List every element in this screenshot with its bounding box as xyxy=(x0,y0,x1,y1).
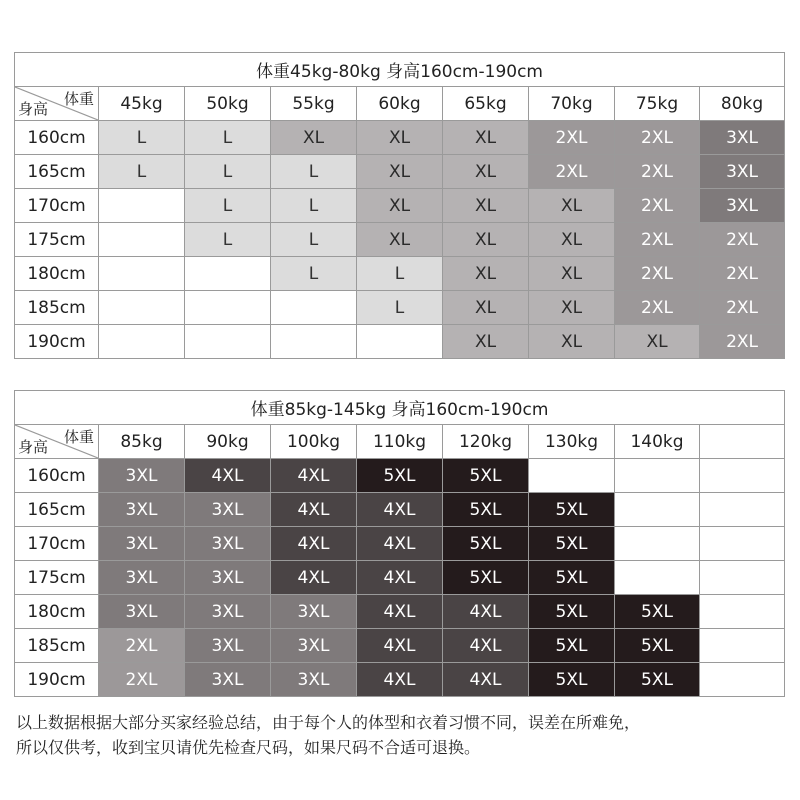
height-axis-label: 身高 xyxy=(18,100,49,118)
size-cell xyxy=(529,459,615,493)
table-row xyxy=(15,527,785,561)
size-cell: 4XL xyxy=(443,663,529,697)
size-cell: 2XL xyxy=(615,291,700,325)
size-cell: 5XL xyxy=(443,493,529,527)
size-cell xyxy=(99,291,185,325)
table-row xyxy=(15,257,785,291)
weight-header: 55kg xyxy=(271,87,357,121)
size-cell: L xyxy=(185,121,271,155)
size-cell xyxy=(615,459,700,493)
weight-header: 50kg xyxy=(185,87,271,121)
size-cell xyxy=(615,493,700,527)
table-row xyxy=(15,629,785,663)
size-cell: 3XL xyxy=(700,189,785,223)
table-title: 体重45kg-80kg 身高160cm-190cm xyxy=(15,53,785,87)
table-row xyxy=(15,561,785,595)
size-cell: L xyxy=(271,223,357,257)
size-cell xyxy=(615,561,700,595)
size-cell: 2XL xyxy=(615,223,700,257)
size-cell: 3XL xyxy=(271,595,357,629)
height-header: 165cm xyxy=(15,493,99,527)
size-table-2 xyxy=(14,390,785,697)
size-cell: 3XL xyxy=(99,527,185,561)
height-header: 180cm xyxy=(15,257,99,291)
size-cell: 5XL xyxy=(529,527,615,561)
size-cell xyxy=(99,325,185,359)
table-row xyxy=(15,663,785,697)
size-cell xyxy=(99,257,185,291)
size-cell: 5XL xyxy=(615,629,700,663)
size-cell: XL xyxy=(357,189,443,223)
table-row xyxy=(15,459,785,493)
size-cell: 3XL xyxy=(700,121,785,155)
size-cell: 3XL xyxy=(185,663,271,697)
size-cell: L xyxy=(271,155,357,189)
size-cell: 2XL xyxy=(615,189,700,223)
size-cell: 2XL xyxy=(99,629,185,663)
weight-header: 80kg xyxy=(700,87,785,121)
weight-header: 100kg xyxy=(271,425,357,459)
size-cell: XL xyxy=(529,223,615,257)
table-row xyxy=(15,291,785,325)
size-cell: 5XL xyxy=(357,459,443,493)
height-header: 185cm xyxy=(15,291,99,325)
size-cell xyxy=(185,291,271,325)
weight-header: 110kg xyxy=(357,425,443,459)
size-cell: 3XL xyxy=(99,459,185,493)
size-cell: 3XL xyxy=(185,527,271,561)
weight-header: 140kg xyxy=(615,425,700,459)
size-cell: 5XL xyxy=(529,561,615,595)
size-cell: XL xyxy=(357,121,443,155)
size-cell: 2XL xyxy=(615,257,700,291)
size-cell: XL xyxy=(443,189,529,223)
size-cell: XL xyxy=(529,257,615,291)
weight-header: 70kg xyxy=(529,87,615,121)
size-cell: 4XL xyxy=(443,595,529,629)
height-header: 170cm xyxy=(15,189,99,223)
height-axis-label: 身高 xyxy=(18,438,49,456)
disclaimer-note xyxy=(16,710,786,760)
weight-axis-label: 体重 xyxy=(63,428,94,446)
height-header: 160cm xyxy=(15,121,99,155)
size-cell: XL xyxy=(615,325,700,359)
size-cell xyxy=(700,561,785,595)
size-cell: XL xyxy=(529,325,615,359)
weight-header: 90kg xyxy=(185,425,271,459)
size-cell: 3XL xyxy=(700,155,785,189)
size-cell xyxy=(357,325,443,359)
size-cell: 5XL xyxy=(529,595,615,629)
height-header: 190cm xyxy=(15,663,99,697)
size-cell xyxy=(700,459,785,493)
size-cell: 5XL xyxy=(615,663,700,697)
size-cell xyxy=(700,595,785,629)
size-cell: XL xyxy=(443,325,529,359)
weight-header: 60kg xyxy=(357,87,443,121)
size-cell: 2XL xyxy=(99,663,185,697)
size-cell: 5XL xyxy=(529,663,615,697)
weight-header: 45kg xyxy=(99,87,185,121)
size-cell: L xyxy=(185,223,271,257)
note-line-2: 所以仅供考，收到宝贝请优先检查尺码，如果尺码不合适可退换。 xyxy=(16,738,481,757)
size-cell: 2XL xyxy=(700,223,785,257)
size-cell: L xyxy=(99,121,185,155)
size-cell: 4XL xyxy=(357,595,443,629)
height-header: 180cm xyxy=(15,595,99,629)
height-header: 170cm xyxy=(15,527,99,561)
size-cell: 4XL xyxy=(271,561,357,595)
size-cell xyxy=(185,325,271,359)
weight-header: 120kg xyxy=(443,425,529,459)
size-cell: 5XL xyxy=(615,595,700,629)
size-cell: 2XL xyxy=(529,155,615,189)
size-cell: L xyxy=(357,257,443,291)
table-title-row xyxy=(15,53,785,87)
size-cell: 3XL xyxy=(99,561,185,595)
corner-cell xyxy=(15,87,99,121)
size-cell: XL xyxy=(357,155,443,189)
size-cell: 4XL xyxy=(271,527,357,561)
size-cell: L xyxy=(99,155,185,189)
table-row xyxy=(15,189,785,223)
size-cell: 4XL xyxy=(357,629,443,663)
size-cell: L xyxy=(185,189,271,223)
size-cell: XL xyxy=(271,121,357,155)
size-cell: 2XL xyxy=(615,155,700,189)
size-cell: 3XL xyxy=(99,493,185,527)
note-line-1: 以上数据根据大部分买家经验总结，由于每个人的体型和衣着习惯不同，误差在所难免， xyxy=(16,713,641,732)
weight-header: 85kg xyxy=(99,425,185,459)
size-cell: XL xyxy=(529,189,615,223)
size-cell: L xyxy=(271,257,357,291)
size-cell: 3XL xyxy=(271,629,357,663)
size-cell: 3XL xyxy=(185,561,271,595)
weight-header xyxy=(700,425,785,459)
size-cell: XL xyxy=(357,223,443,257)
size-cell: 4XL xyxy=(443,629,529,663)
size-cell: 5XL xyxy=(443,527,529,561)
size-cell xyxy=(700,663,785,697)
size-cell: 2XL xyxy=(700,257,785,291)
size-cell: 3XL xyxy=(185,493,271,527)
size-cell: XL xyxy=(443,223,529,257)
size-cell: XL xyxy=(529,291,615,325)
table-row xyxy=(15,223,785,257)
size-cell: 2XL xyxy=(700,291,785,325)
size-cell: 4XL xyxy=(357,527,443,561)
size-cell: 4XL xyxy=(357,493,443,527)
size-cell: 4XL xyxy=(357,663,443,697)
table-row xyxy=(15,595,785,629)
size-cell: 4XL xyxy=(357,561,443,595)
size-cell xyxy=(700,527,785,561)
size-cell: XL xyxy=(443,291,529,325)
size-cell xyxy=(185,257,271,291)
height-header: 190cm xyxy=(15,325,99,359)
size-cell: 2XL xyxy=(529,121,615,155)
weight-header: 130kg xyxy=(529,425,615,459)
size-cell: L xyxy=(271,189,357,223)
size-cell xyxy=(615,527,700,561)
size-cell: 2XL xyxy=(700,325,785,359)
table-title: 体重85kg-145kg 身高160cm-190cm xyxy=(15,391,785,425)
size-cell: L xyxy=(357,291,443,325)
size-cell: 5XL xyxy=(443,459,529,493)
size-cell xyxy=(99,223,185,257)
size-cell: XL xyxy=(443,121,529,155)
table-row xyxy=(15,121,785,155)
size-cell xyxy=(700,493,785,527)
size-cell: 3XL xyxy=(99,595,185,629)
size-table-1 xyxy=(14,52,785,359)
table-row xyxy=(15,325,785,359)
size-cell xyxy=(99,189,185,223)
size-cell: XL xyxy=(443,155,529,189)
size-cell: 4XL xyxy=(185,459,271,493)
size-cell xyxy=(700,629,785,663)
weight-header: 75kg xyxy=(615,87,700,121)
table-row xyxy=(15,155,785,189)
height-header: 160cm xyxy=(15,459,99,493)
weight-axis-label: 体重 xyxy=(63,90,94,108)
height-header: 165cm xyxy=(15,155,99,189)
size-cell: 5XL xyxy=(529,629,615,663)
weight-header: 65kg xyxy=(443,87,529,121)
table-title-row xyxy=(15,391,785,425)
size-cell: 5XL xyxy=(443,561,529,595)
corner-cell xyxy=(15,425,99,459)
weight-header-row xyxy=(15,425,785,459)
size-cell: 4XL xyxy=(271,459,357,493)
size-cell: 3XL xyxy=(185,595,271,629)
size-cell: 3XL xyxy=(271,663,357,697)
size-cell: 4XL xyxy=(271,493,357,527)
size-cell: 2XL xyxy=(615,121,700,155)
size-cell xyxy=(271,325,357,359)
table-row xyxy=(15,493,785,527)
size-cell: 3XL xyxy=(185,629,271,663)
height-header: 175cm xyxy=(15,561,99,595)
weight-header-row xyxy=(15,87,785,121)
height-header: 185cm xyxy=(15,629,99,663)
height-header: 175cm xyxy=(15,223,99,257)
size-cell: 5XL xyxy=(529,493,615,527)
size-cell: XL xyxy=(443,257,529,291)
size-cell: L xyxy=(185,155,271,189)
size-cell xyxy=(271,291,357,325)
